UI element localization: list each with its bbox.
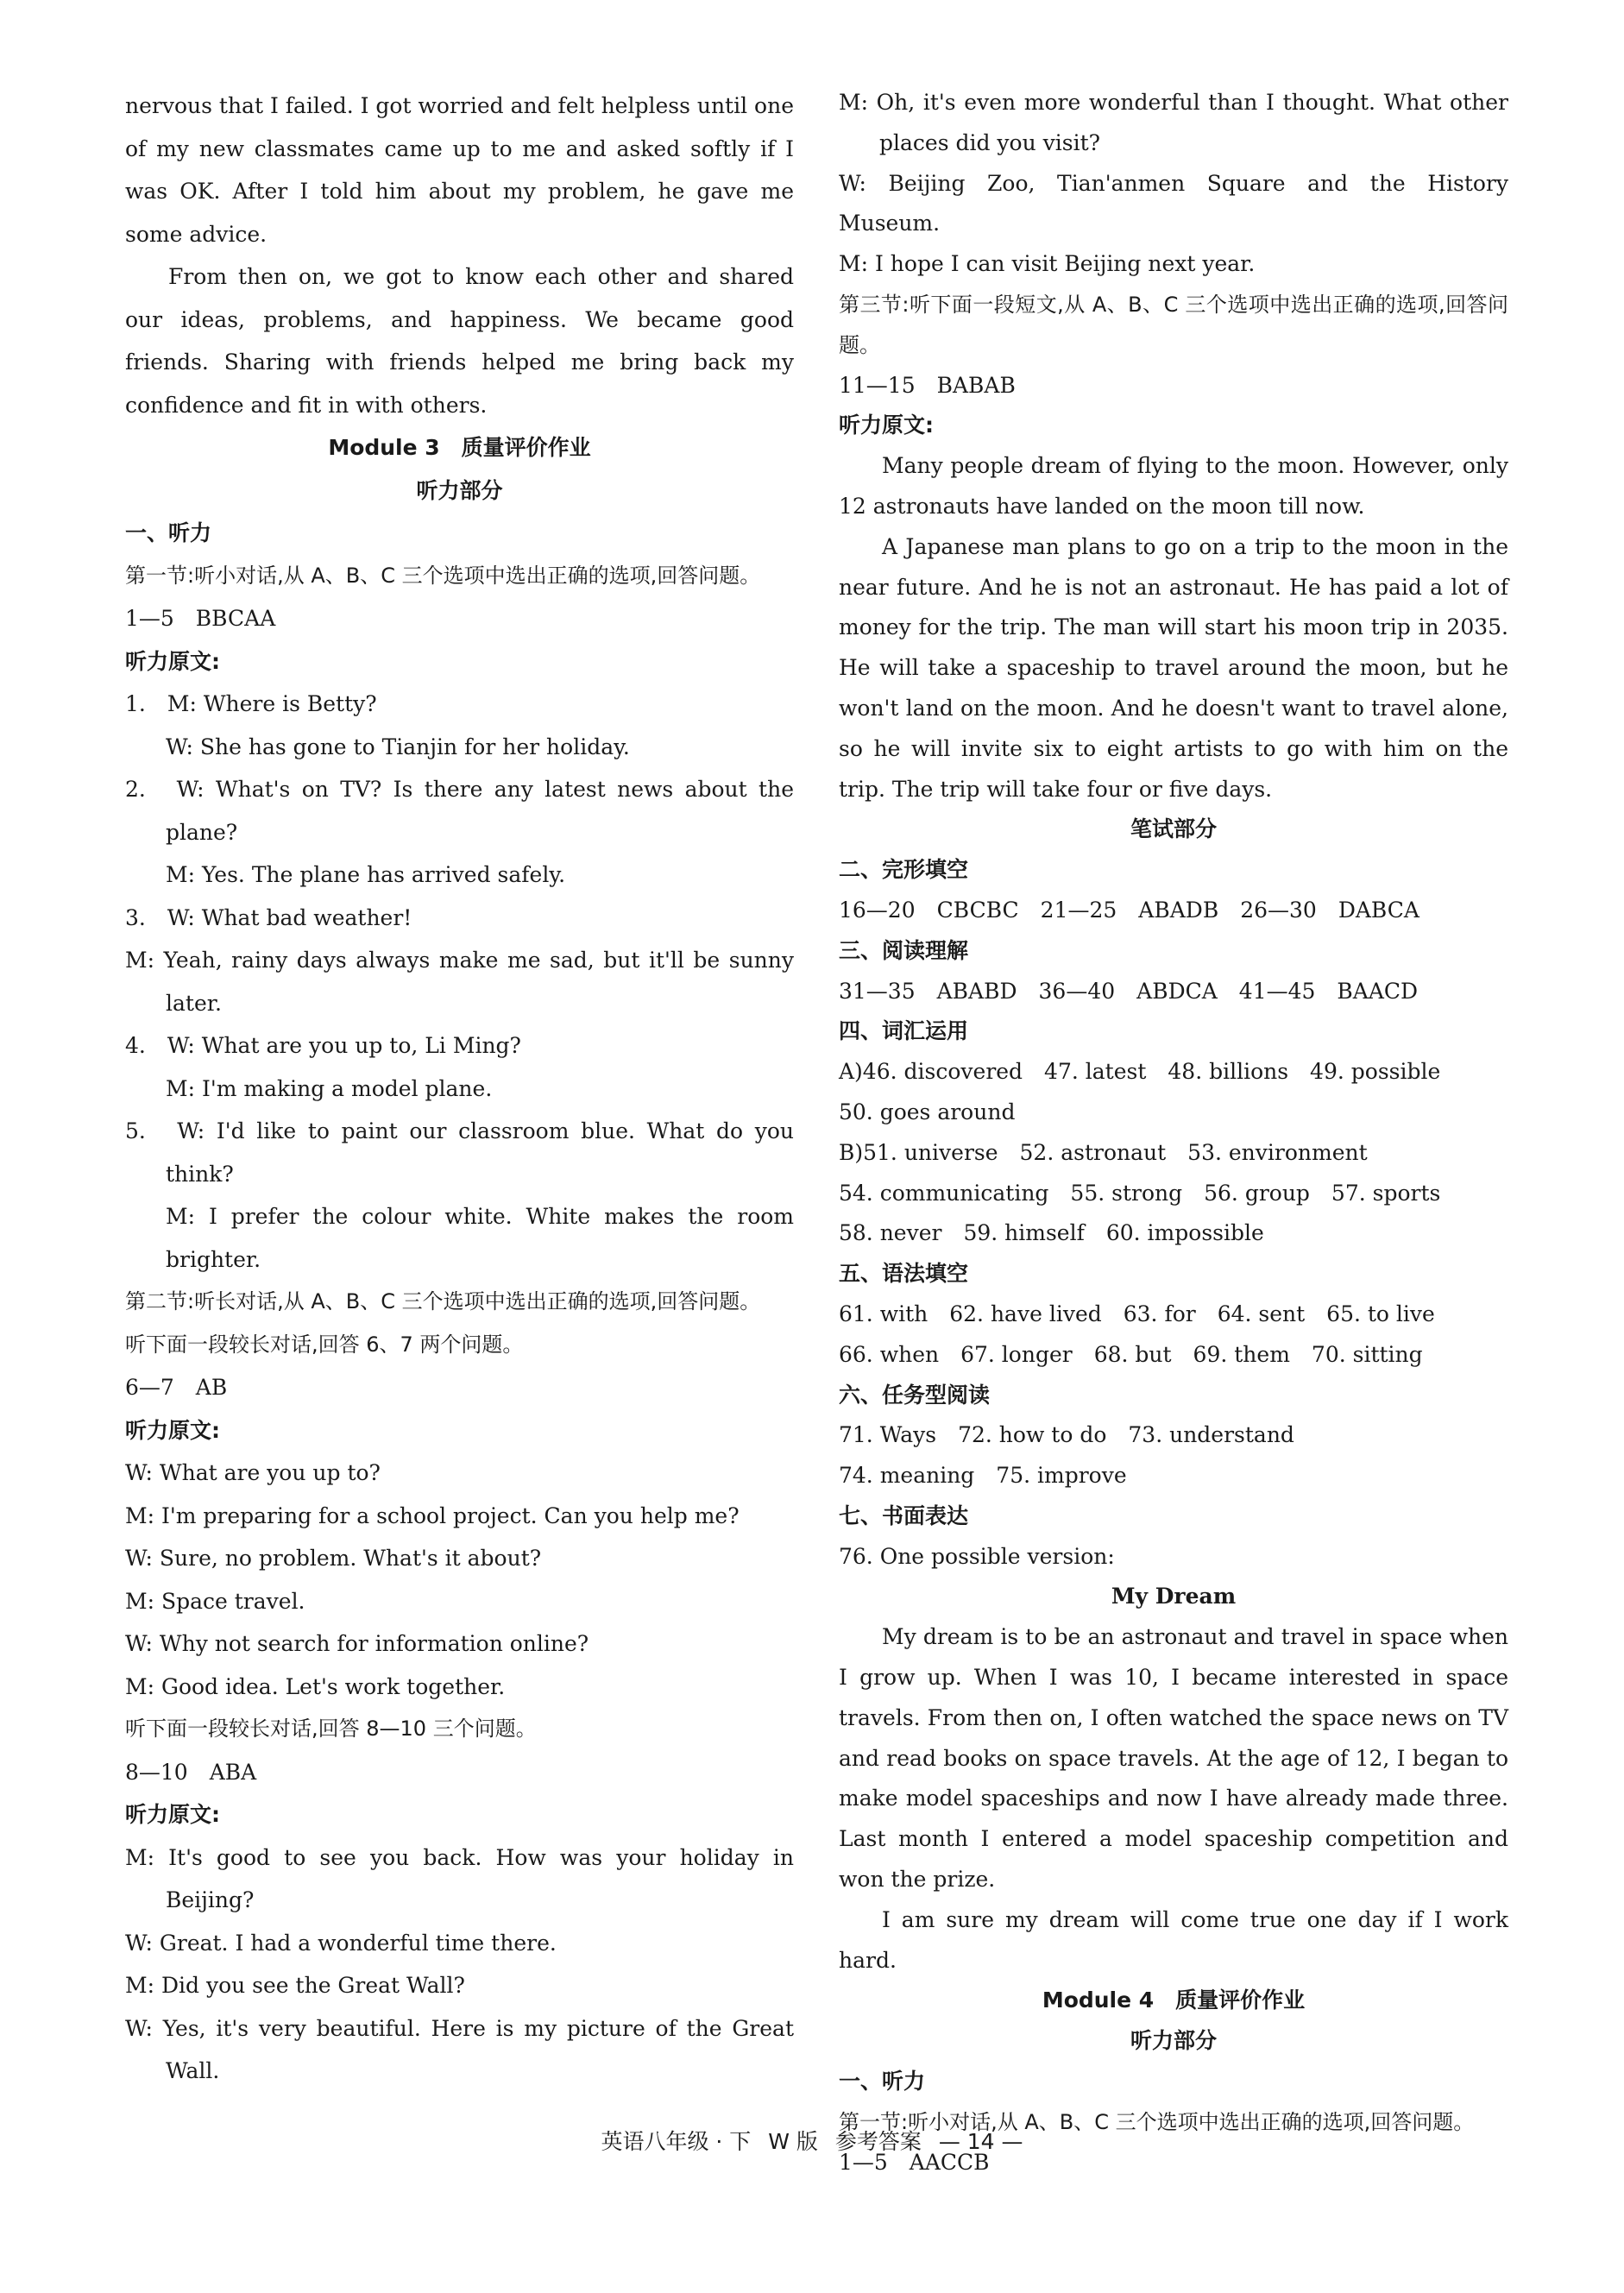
- left-line: 听力部分: [416, 477, 503, 503]
- left-line: 听力原文:: [125, 1417, 220, 1443]
- right-line: 听力部分: [1130, 2028, 1217, 2054]
- right-line: A)46. discovered 47. latest 48. billions 49. possible: [839, 1059, 1441, 1085]
- left-line: 第二节:听长对话,从 A、B、C 三个选项中选出正确的选项,回答问题。: [125, 1289, 761, 1313]
- left-line: W: Sure, no problem. What's it about?: [125, 1546, 542, 1571]
- right-column: [839, 83, 1508, 2183]
- left-line: M: Yeah, rainy days always make me sad, but it'll be sunny later.: [125, 948, 794, 1016]
- right-line: 31—35 ABABD 36—40 ABDCA 41—45 BAACD: [839, 978, 1419, 1004]
- footer-subject: 英语八年级 · 下: [601, 2129, 752, 2154]
- left-line: W: She has gone to Tianjin for her holiday.: [166, 734, 630, 759]
- left-line: M: Yes. The plane has arrived safely.: [166, 862, 566, 887]
- right-line: 50. goes around: [839, 1099, 1016, 1124]
- right-line: M: Oh, it's even more wonderful than I thought. What other places did you visit?: [839, 90, 1508, 155]
- right-line: 七、书面表达: [839, 1502, 969, 1528]
- left-line: 6—7 AB: [125, 1375, 228, 1400]
- right-line: 61. with 62. have lived 63. for 64. sent 65. to live: [839, 1301, 1435, 1326]
- right-line: I am sure my dream will come true one day if I work hard.: [839, 1906, 1508, 1973]
- right-line: B)51. universe 52. astronaut 53. environment: [839, 1139, 1368, 1165]
- right-line: My dream is to be an astronaut and travel in space when I grow up. When I was 10, I became interested in space travels. From then on, I often watched the space news on TV and read books on space travels. At the age of 12, I began to make model spaceships and now I have already made three. Last month I entered a model spaceship competition and won the prize.: [839, 1624, 1508, 1893]
- right-line: M: I hope I can visit Beijing next year.: [839, 251, 1256, 277]
- right-line: 四、词汇运用: [839, 1018, 969, 1044]
- left-line: M: Good idea. Let's work together.: [125, 1673, 506, 1699]
- right-line: 66. when 67. longer 68. but 69. them 70. sitting: [839, 1341, 1423, 1367]
- left-line: 听力原文:: [125, 1802, 220, 1827]
- left-line: 第一节:听小对话,从 A、B、C 三个选项中选出正确的选项,回答问题。: [125, 563, 761, 588]
- right-line: 笔试部分: [1130, 816, 1217, 842]
- right-line: 三、阅读理解: [839, 937, 969, 963]
- left-line: M: I'm preparing for a school project. Can you help me?: [125, 1502, 740, 1528]
- right-line: 74. meaning 75. improve: [839, 1463, 1127, 1489]
- left-line: 4. W: What are you up to, Li Ming?: [125, 1033, 521, 1058]
- left-line: 听下面一段较长对话,回答 6、7 两个问题。: [125, 1332, 524, 1357]
- footer-label: 参考答案: [834, 2129, 922, 2154]
- right-line: 第一节:听小对话,从 A、B、C 三个选项中选出正确的选项,回答问题。: [839, 2109, 1475, 2134]
- right-line: Module 4 质量评价作业: [1042, 1987, 1306, 2013]
- left-line: 1. M: Where is Betty?: [125, 691, 377, 716]
- left-line: From then on, we got to know each other and shared our ideas, problems, and happiness. We became good friends. Sharing with friends helped me bring back my confidence and fit in with others.: [125, 264, 794, 418]
- left-line: M: I prefer the colour white. White makes the room brighter.: [166, 1204, 794, 1272]
- left-line: W: What are you up to?: [125, 1460, 381, 1485]
- right-line: Many people dream of flying to the moon. However, only 12 astronauts have landed on the moon till now.: [839, 453, 1508, 519]
- page-footer: [0, 2125, 1624, 2159]
- right-line: 76. One possible version:: [839, 1543, 1115, 1569]
- right-line: W: Beijing Zoo, Tian'anmen Square and the History Museum.: [839, 170, 1508, 236]
- left-line: W: Why not search for information online?: [125, 1631, 589, 1656]
- right-line: 1—5 AACCB: [839, 2149, 990, 2175]
- left-line: 1—5 BBCAA: [125, 606, 276, 631]
- right-line: 54. communicating 55. strong 56. group 57. sports: [839, 1180, 1441, 1206]
- left-line: 听力原文:: [125, 648, 220, 674]
- left-line: nervous that I failed. I got worried and felt helpless until one of my new classmates came up to me and asked softly if I was OK. After I told him about my problem, he gave me some advice.: [125, 93, 794, 247]
- left-line: 听下面一段较长对话,回答 8—10 三个问题。: [125, 1717, 537, 1741]
- right-line: 11—15 BABAB: [839, 372, 1016, 398]
- right-line: My Dream: [1111, 1584, 1237, 1610]
- left-line: M: It's good to see you back. How was your holiday in Beijing?: [125, 1844, 794, 1912]
- footer-edition: W 版: [768, 2129, 818, 2154]
- right-line: 五、语法填空: [839, 1261, 969, 1287]
- right-line: 六、任务型阅读: [839, 1382, 991, 1408]
- right-line: 71. Ways 72. how to do 73. understand: [839, 1422, 1294, 1448]
- left-line: M: Did you see the Great Wall?: [125, 1973, 465, 1998]
- right-line: 二、完形填空: [839, 857, 969, 883]
- right-line: 听力原文:: [839, 413, 934, 438]
- left-line: W: Great. I had a wonderful time there.: [125, 1930, 557, 1956]
- left-line: 8—10 ABA: [125, 1759, 257, 1785]
- right-line: 58. never 59. himself 60. impossible: [839, 1220, 1264, 1246]
- right-line: 一、听力: [839, 2069, 926, 2095]
- left-line: 3. W: What bad weather!: [125, 904, 412, 930]
- left-line: 2. W: What's on TV? Is there any latest news about the plane?: [125, 777, 794, 845]
- right-line: 第三节:听下面一段短文,从 A、B、C 三个选项中选出正确的选项,回答问题。: [839, 292, 1508, 357]
- right-line: 16—20 CBCBC 21—25 ABADB 26—30 DABCA: [839, 897, 1419, 923]
- left-line: M: Space travel.: [125, 1588, 305, 1614]
- footer-page-number: — 14 —: [938, 2129, 1023, 2154]
- left-line: Module 3 质量评价作业: [328, 435, 591, 460]
- right-line: A Japanese man plans to go on a trip to the moon in the near future. And he is not an astronaut. He has paid a lot of money for the trip. The man will start his moon trip in 2035. He will take a spaceship to travel around the moon, but he won't land on the moon. And he doesn't want to travel alone, so he will invite six to eight artists to go with him on the trip. The trip will take four or five days.: [839, 533, 1508, 802]
- left-line: M: I'm making a model plane.: [166, 1075, 493, 1101]
- left-column: [125, 85, 794, 2093]
- left-line: W: Yes, it's very beautiful. Here is my picture of the Great Wall.: [125, 2015, 794, 2083]
- left-line: 5. W: I'd like to paint our classroom blue. What do you think?: [125, 1118, 794, 1187]
- left-line: 一、听力: [125, 520, 212, 545]
